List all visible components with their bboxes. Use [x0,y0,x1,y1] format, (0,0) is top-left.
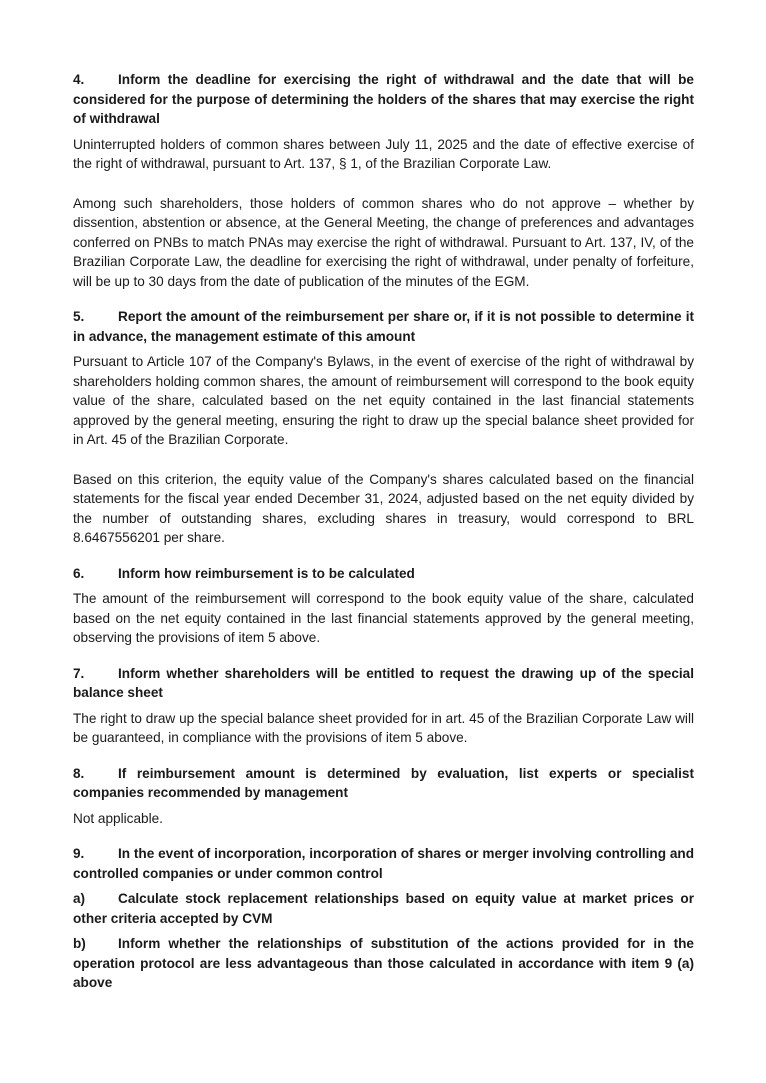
section-paragraph: Not applicable. [73,810,163,826]
section-heading [73,844,694,883]
section-8 [73,764,694,829]
section-6 [73,564,694,648]
section-5 [73,307,694,548]
subsection-heading-b [73,934,694,993]
section-title: Inform whether shareholders will be entitled to request the drawing up of the special balance sheet [73,665,694,700]
section-7 [73,664,694,748]
section-heading [73,307,694,346]
subsection-heading-a [73,889,694,928]
section-number: 8. [73,765,85,781]
section-heading [73,664,694,703]
section-title: If reimbursement amount is determined by evaluation, list experts or specialist companies recommended by management [73,765,694,800]
section-4 [73,70,694,291]
section-number: 9. [73,846,85,861]
section-heading [73,564,694,584]
subsection-letter: b) [73,936,86,951]
section-title: Inform the deadline for exercising the right of withdrawal and the date that will be considered for the purpose of determining the holders of the shares that may exercise the right of withdrawal [73,72,694,126]
section-paragraph: Uninterrupted holders of common shares between July 11, 2025 and the date of effective exercise of the right of withdrawal, pursuant to Art. 137, § 1, of the Brazilian Corporate Law. [73,136,694,171]
section-number: 4. [73,72,85,87]
section-number: 7. [73,665,85,681]
section-9 [73,844,694,993]
section-heading [73,70,694,129]
section-paragraph: The amount of the reimbursement will correspond to the book equity value of the share, calculated based on the net equity contained in the last financial statements approved by the general meeting, observing the provisions of item 5 above. [73,591,694,645]
section-paragraph: Based on this criterion, the equity value of the Company's shares calculated based on the financial statements for the fiscal year ended December 31, 2024, adjusted based on the net equity divided by the number of outstanding shares, excluding shares in treasury, would correspond to BRL 8.6467556201 per share. [73,471,694,545]
section-heading [73,764,694,803]
section-number: 5. [73,309,85,324]
section-number: 6. [73,565,85,581]
subsection-title: Calculate stock replacement relationships based on equity value at market prices or other criteria accepted by CVM [73,891,694,926]
section-title: In the event of incorporation, incorporation of shares or merger involving controlling and controlled companies or under common control [73,846,694,881]
document-page [73,70,694,993]
section-paragraph: Pursuant to Article 107 of the Company's Bylaws, in the event of exercise of the right of withdrawal by shareholders holding common shares, the amount of reimbursement will correspond to the book equity value of the share, calculated based on the net equity contained in the last financial statements approved by the general meeting, ensuring the right to draw up the special balance sheet provided for in Art. 45 of the Brazilian Corporate. [73,354,694,447]
section-paragraph: The right to draw up the special balance sheet provided for in art. 45 of the Brazilian Corporate Law will be guaranteed, in compliance with the provisions of item 5 above. [73,710,694,745]
section-paragraph: Among such shareholders, those holders of common shares who do not approve – whether by dissention, abstention or absence, at the General Meeting, the change of preferences and advantages conferred on PNBs to match PNAs may exercise the right of withdrawal. Pursuant to Art. 137, IV, of the Brazilian Corporate Law, the deadline for exercising the right of withdrawal, under penalty of forfeiture, will be up to 30 days from the date of publication of the minutes of the EGM. [73,195,694,289]
section-title: Report the amount of the reimbursement per share or, if it is not possible to determine it in advance, the management estimate of this amount [73,309,694,344]
subsection-title: Inform whether the relationships of substitution of the actions provided for in the operation protocol are less advantageous than those calculated in accordance with item 9 (a) above [73,936,694,990]
section-title: Inform how reimbursement is to be calculated [118,565,415,581]
subsection-letter: a) [73,891,86,906]
